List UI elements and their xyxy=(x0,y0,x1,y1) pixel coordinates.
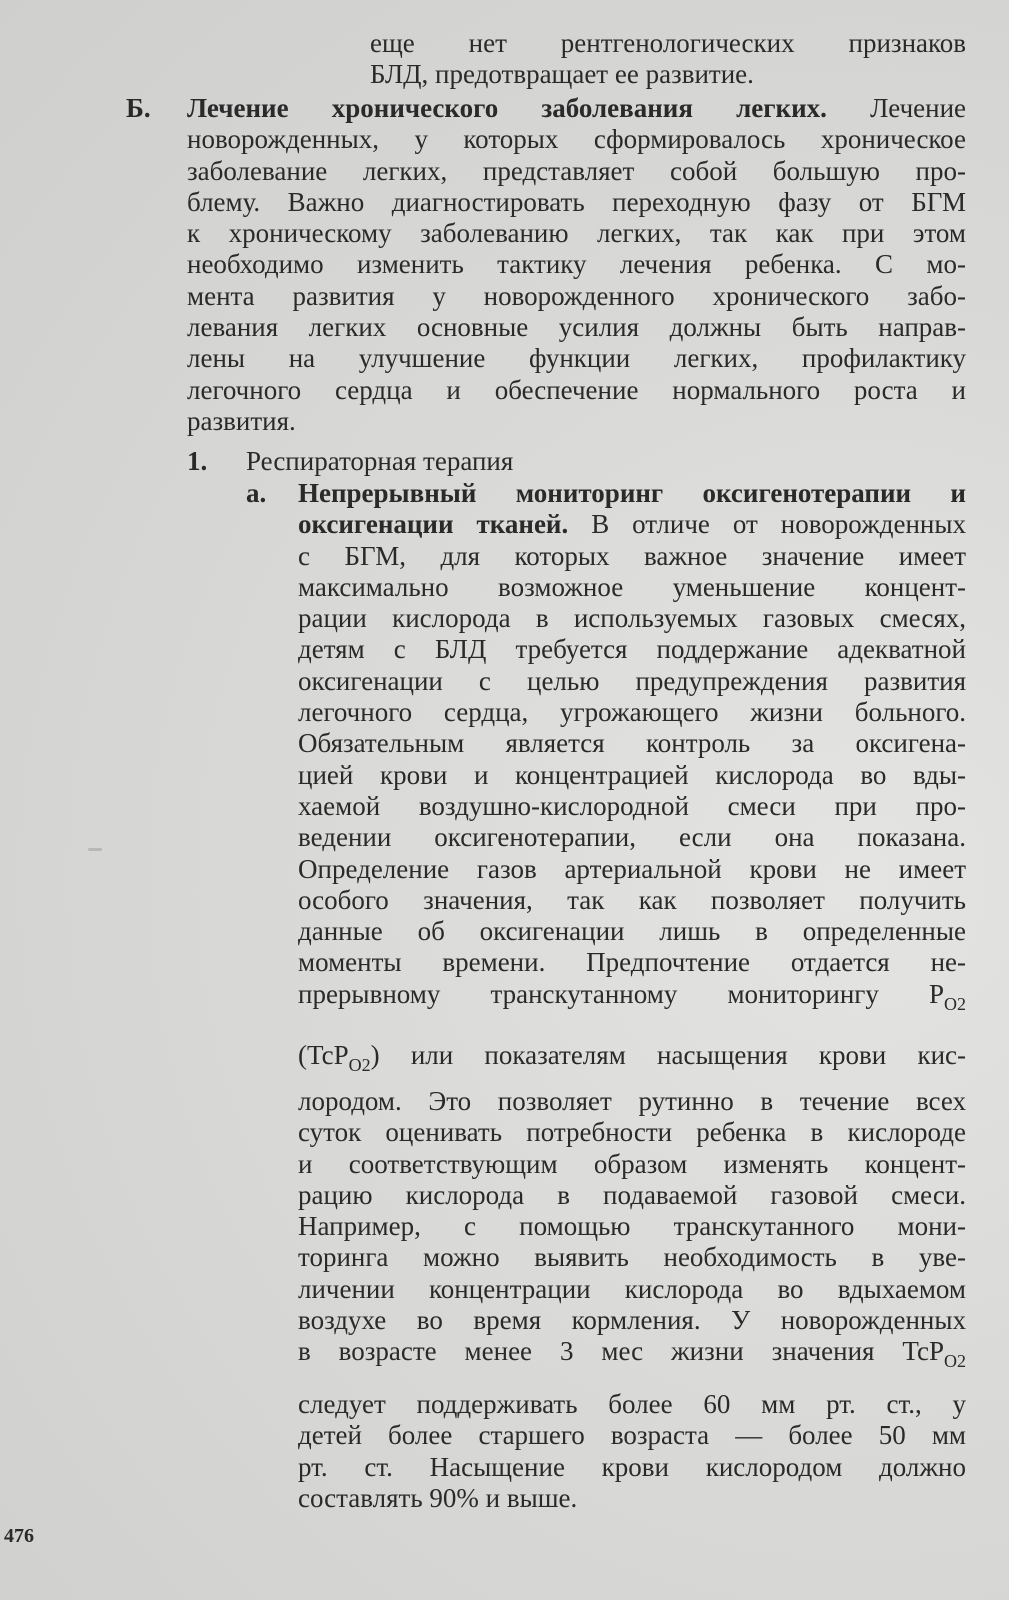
text-line: блему. Важно диагностировать переходную фазу от БГМ xyxy=(187,186,966,217)
item-a-paragraph-part2 xyxy=(298,1040,966,1081)
text-line: Респираторная терапия xyxy=(246,446,514,476)
text-line: рации кислорода в используемых газовых смесях, xyxy=(298,603,966,634)
text-line: к хроническому заболеванию легких, так как при этом xyxy=(187,218,966,249)
text-line: БЛД, предотвращает ее развитие. xyxy=(370,59,754,90)
text-line: легочного сердца, угрожающего жизни больного. xyxy=(298,697,966,728)
text-line: хаемой воздушно-кислородной смеси при про- xyxy=(298,790,966,821)
text-line xyxy=(298,1040,966,1081)
text-line: торинга можно выявить необходимость в уве- xyxy=(298,1242,966,1273)
text-line: Обязательным является контроль за оксигена- xyxy=(298,728,966,759)
text-line: Определение газов артериальной крови не имеет xyxy=(298,853,966,884)
subscript-o2: O2 xyxy=(944,993,966,1014)
item-1-title xyxy=(246,446,966,477)
text-line: следует поддерживать более 60 мм рт. ст., у xyxy=(298,1389,966,1419)
section-b-paragraph xyxy=(187,93,966,437)
text-line: данные об оксигенации лишь в определенные xyxy=(298,916,966,947)
text-fragment: Лечение xyxy=(870,93,967,123)
text-line: суток оценивать потребности ребенка в кислороде xyxy=(298,1117,966,1148)
text-line: рацию кислорода в подаваемой газовой смеси. xyxy=(298,1179,966,1210)
text-fragment: прерывному транскутанному мониторингу P xyxy=(298,978,944,1009)
text-line: заболевание легких, представляет собой большую про- xyxy=(187,155,966,186)
text-fragment: в возрасте менее 3 мес жизни значения TcP xyxy=(298,1336,944,1367)
subscript-o2: O2 xyxy=(944,1351,966,1372)
text-line: оксигенации с целью предупреждения развития xyxy=(298,665,966,696)
text-line: мента развития у новорожденного хронического забо- xyxy=(187,280,966,311)
text-line: составлять 90% и выше. xyxy=(298,1482,578,1513)
text-line xyxy=(298,509,966,540)
text-line: особого значения, так как позволяет получить xyxy=(298,884,966,915)
text-fragment: (TcP xyxy=(298,1040,349,1070)
text-line: еще нет рентгенологических признаков xyxy=(370,28,966,58)
item-a-paragraph-part1 xyxy=(298,478,966,1020)
text-line: рт. ст. Насыщение крови кислородом должно xyxy=(298,1451,966,1482)
text-fragment: ) или показателям насыщения крови кис- xyxy=(370,1040,966,1070)
text-line: моменты времени. Предпочтение отдается не- xyxy=(298,947,966,978)
item-a-heading-1: Непрерывный мониторинг оксигенотерапии и xyxy=(298,478,966,508)
text-line xyxy=(298,478,966,509)
text-line: легочного сердца и обеспечение нормального роста и xyxy=(187,374,966,405)
item-a-marker: а. xyxy=(246,478,267,508)
text-line: цией крови и концентрацией кислорода во вды- xyxy=(298,759,966,790)
page-number: 476 xyxy=(4,1525,34,1547)
subscript-o2: O2 xyxy=(348,1055,371,1075)
section-b-marker: Б. xyxy=(126,93,151,123)
text-line: детям с БЛД требуется поддержание адекватной xyxy=(298,634,966,665)
item-a-paragraph-part3 xyxy=(298,1086,966,1378)
text-line: с БГМ, для которых важное значение имеет xyxy=(298,540,966,571)
item-a-paragraph-part4 xyxy=(298,1389,966,1514)
text-fragment: В отличе от новорожденных xyxy=(591,509,966,540)
text-line: ведении оксигенотерапии, если она показана. xyxy=(298,822,966,853)
item-1-marker: 1. xyxy=(187,446,208,476)
scan-mark xyxy=(88,848,102,851)
text-line: развития. xyxy=(187,405,296,436)
text-line: лородом. Это позволяет рутинно в течение всех xyxy=(298,1086,966,1116)
text-line: и соответствующим образом изменять концент- xyxy=(298,1148,966,1179)
intro-paragraph xyxy=(370,28,966,91)
text-line: детей более старшего возраста — более 50 мм xyxy=(298,1420,966,1451)
text-line: Например, с помощью транскутанного мони- xyxy=(298,1211,966,1242)
text-line: необходимо изменить тактику лечения ребенка. С мо- xyxy=(187,249,966,280)
text-line: максимально возможное уменьшение концент- xyxy=(298,571,966,602)
section-b-heading: Лечение хронического заболевания легких. xyxy=(187,93,827,123)
text-line xyxy=(298,979,966,1020)
text-line xyxy=(187,93,966,124)
text-line: лены на улучшение функции легких, профилактику xyxy=(187,343,966,374)
text-line: воздухе во время кормления. У новорожденных xyxy=(298,1305,966,1336)
text-line xyxy=(298,1336,966,1377)
text-line: новорожденных, у которых сформировалось хроническое xyxy=(187,124,966,155)
text-line: левания легких основные усилия должны быть направ- xyxy=(187,312,966,343)
item-a-heading-2: оксигенации тканей. xyxy=(298,509,569,540)
text-line: личении концентрации кислорода во вдыхаемом xyxy=(298,1273,966,1304)
